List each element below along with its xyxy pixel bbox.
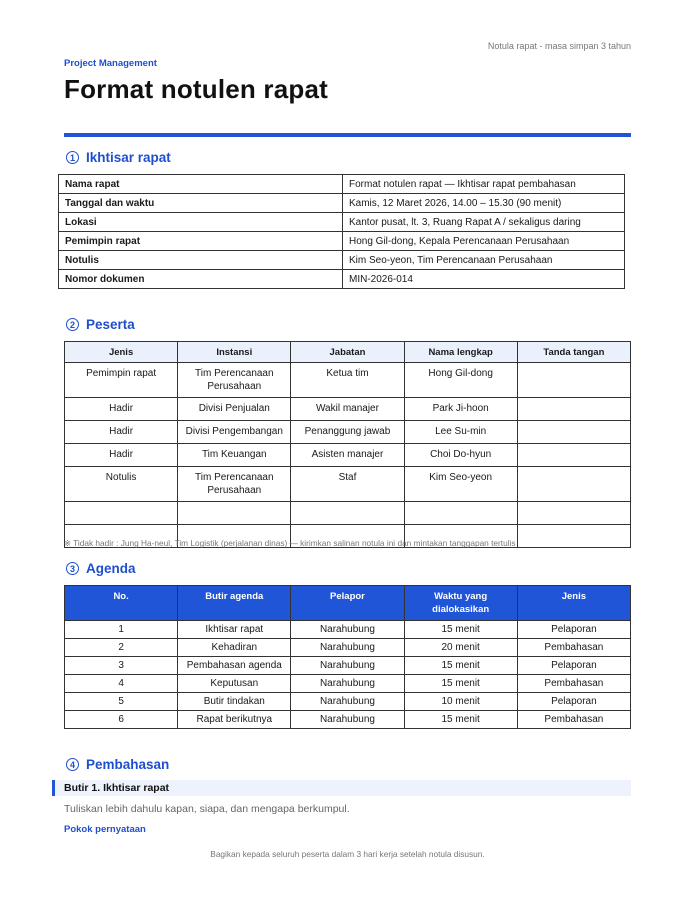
agenda-cell: 1 (65, 621, 178, 639)
agenda-cell: Pembahasan (517, 639, 630, 657)
participants-column-header: Instansi (178, 342, 291, 363)
category-label: Project Management (64, 58, 157, 69)
participant-cell: Pemimpin rapat (65, 363, 178, 398)
agenda-column-header: Jenis (517, 586, 630, 621)
agenda-cell: Pembahasan agenda (178, 657, 291, 675)
agenda-row (65, 639, 631, 657)
agenda-cell: Narahubung (291, 711, 404, 729)
agenda-cell: Keputusan (178, 675, 291, 693)
agenda-row (65, 675, 631, 693)
participant-cell: Ketua tim (291, 363, 404, 398)
agenda-cell: Narahubung (291, 639, 404, 657)
participant-cell: Kim Seo-yeon (404, 467, 517, 502)
participant-cell (65, 502, 178, 525)
section-number-3: 3 (66, 562, 79, 575)
signature-cell[interactable] (517, 398, 630, 421)
overview-label: Tanggal dan waktu (59, 194, 343, 213)
agenda-cell: 10 menit (404, 693, 517, 711)
footer-note: Bagikan kepada seluruh peserta dalam 3 hari kerja setelah notula disusun. (210, 849, 485, 859)
participants-column-header: Nama lengkap (404, 342, 517, 363)
participant-cell: Notulis (65, 467, 178, 502)
agenda-cell: 15 menit (404, 711, 517, 729)
section-participants-heading (66, 317, 135, 332)
signature-cell[interactable] (517, 525, 630, 548)
participant-cell: Wakil manajer (291, 398, 404, 421)
overview-row (59, 213, 625, 232)
overview-table (58, 174, 625, 289)
overview-row (59, 232, 625, 251)
overview-value: Kantor pusat, lt. 3, Ruang Rapat A / sekaligus daring (343, 213, 625, 232)
section-number-1: 1 (66, 151, 79, 164)
agenda-cell: 6 (65, 711, 178, 729)
agenda-cell: Pembahasan (517, 675, 630, 693)
overview-value: Format notulen rapat — Ikhtisar rapat pembahasan (343, 175, 625, 194)
agenda-column-header: Butir agenda (178, 586, 291, 621)
participant-row (65, 398, 631, 421)
participant-row (65, 363, 631, 398)
participant-cell (404, 502, 517, 525)
overview-row (59, 175, 625, 194)
section-title: Ikhtisar rapat (86, 150, 171, 165)
participant-cell: Hadir (65, 421, 178, 444)
participant-cell: Lee Su-min (404, 421, 517, 444)
agenda-cell: 5 (65, 693, 178, 711)
agenda-cell: 15 menit (404, 621, 517, 639)
section-title: Pembahasan (86, 757, 170, 772)
agenda-cell: 3 (65, 657, 178, 675)
signature-cell[interactable] (517, 502, 630, 525)
agenda-column-header: No. (65, 586, 178, 621)
agenda-column-header: Pelapor (291, 586, 404, 621)
section-title: Agenda (86, 561, 136, 576)
overview-value: MIN-2026-014 (343, 270, 625, 289)
agenda-row (65, 657, 631, 675)
page-title: Format notulen rapat (64, 74, 329, 104)
agenda-cell: Narahubung (291, 693, 404, 711)
section-agenda-heading (66, 561, 136, 576)
agenda-cell: Narahubung (291, 675, 404, 693)
agenda-table (64, 585, 631, 729)
participants-column-header: Jenis (65, 342, 178, 363)
signature-cell[interactable] (517, 467, 630, 502)
agenda-cell: Kehadiran (178, 639, 291, 657)
overview-label: Notulis (59, 251, 343, 270)
discussion-prompt: Tuliskan lebih dahulu kapan, siapa, dan mengapa berkumpul. (64, 803, 350, 815)
agenda-cell: 4 (65, 675, 178, 693)
agenda-cell: Pelaporan (517, 693, 630, 711)
participant-row (65, 467, 631, 502)
section-number-2: 2 (66, 318, 79, 331)
participant-cell: Tim Perencanaan Perusahaan (178, 363, 291, 398)
agenda-cell: Narahubung (291, 657, 404, 675)
agenda-cell: Pembahasan (517, 711, 630, 729)
signature-cell[interactable] (517, 363, 630, 398)
overview-value: Kim Seo-yeon, Tim Perencanaan Perusahaan (343, 251, 625, 270)
agenda-column-header: Waktu yang dialokasikan (404, 586, 517, 621)
participant-cell: Park Ji-hoon (404, 398, 517, 421)
agenda-row (65, 693, 631, 711)
participant-cell: Tim Perencanaan Perusahaan (178, 467, 291, 502)
statement-points-label: Pokok pernyataan (64, 824, 146, 835)
overview-row (59, 270, 625, 289)
participant-cell (291, 502, 404, 525)
participant-cell: Staf (291, 467, 404, 502)
title-divider (64, 133, 631, 137)
participant-cell: Choi Do-hyun (404, 444, 517, 467)
overview-label: Pemimpin rapat (59, 232, 343, 251)
agenda-cell: Rapat berikutnya (178, 711, 291, 729)
participants-column-header: Jabatan (291, 342, 404, 363)
participant-cell: Divisi Penjualan (178, 398, 291, 421)
overview-row (59, 194, 625, 213)
participants-table (64, 341, 631, 548)
discussion-item-bar (52, 780, 631, 796)
section-number-4: 4 (66, 758, 79, 771)
overview-value: Kamis, 12 Maret 2026, 14.00 – 15.30 (90 menit) (343, 194, 625, 213)
agenda-cell: Ikhtisar rapat (178, 621, 291, 639)
overview-label: Nama rapat (59, 175, 343, 194)
agenda-cell: 20 menit (404, 639, 517, 657)
agenda-cell: Narahubung (291, 621, 404, 639)
participant-row (65, 502, 631, 525)
absent-note: ※ Tidak hadir : Jung Ha-neul, Tim Logistik (perjalanan dinas) — kirimkan salinan notula ini dan mintakan tanggapan tertulis (64, 538, 516, 548)
overview-row (59, 251, 625, 270)
overview-value: Hong Gil-dong, Kepala Perencanaan Perusahaan (343, 232, 625, 251)
agenda-cell: Pelaporan (517, 657, 630, 675)
participant-cell (178, 502, 291, 525)
participant-cell: Hadir (65, 398, 178, 421)
participant-cell: Penanggung jawab (291, 421, 404, 444)
signature-cell[interactable] (517, 421, 630, 444)
agenda-cell: 15 menit (404, 657, 517, 675)
section-discussion-heading (66, 757, 169, 772)
agenda-cell: 2 (65, 639, 178, 657)
discussion-item-title: Butir 1. Ikhtisar rapat (64, 782, 170, 794)
participant-cell: Asisten manajer (291, 444, 404, 467)
item-accent-bar (52, 780, 55, 796)
agenda-row (65, 711, 631, 729)
agenda-row (65, 621, 631, 639)
section-title: Peserta (86, 317, 135, 332)
agenda-cell: 15 menit (404, 675, 517, 693)
retention-note: Notula rapat - masa simpan 3 tahun (487, 41, 631, 51)
section-overview-heading (66, 150, 171, 165)
participant-row (65, 421, 631, 444)
participant-cell: Divisi Pengembangan (178, 421, 291, 444)
participant-row (65, 444, 631, 467)
signature-cell[interactable] (517, 444, 630, 467)
agenda-cell: Butir tindakan (178, 693, 291, 711)
overview-label: Lokasi (59, 213, 343, 232)
participants-column-header: Tanda tangan (517, 342, 630, 363)
participant-cell: Tim Keuangan (178, 444, 291, 467)
overview-label: Nomor dokumen (59, 270, 343, 289)
participant-cell: Hong Gil-dong (404, 363, 517, 398)
participant-cell: Hadir (65, 444, 178, 467)
agenda-cell: Pelaporan (517, 621, 630, 639)
